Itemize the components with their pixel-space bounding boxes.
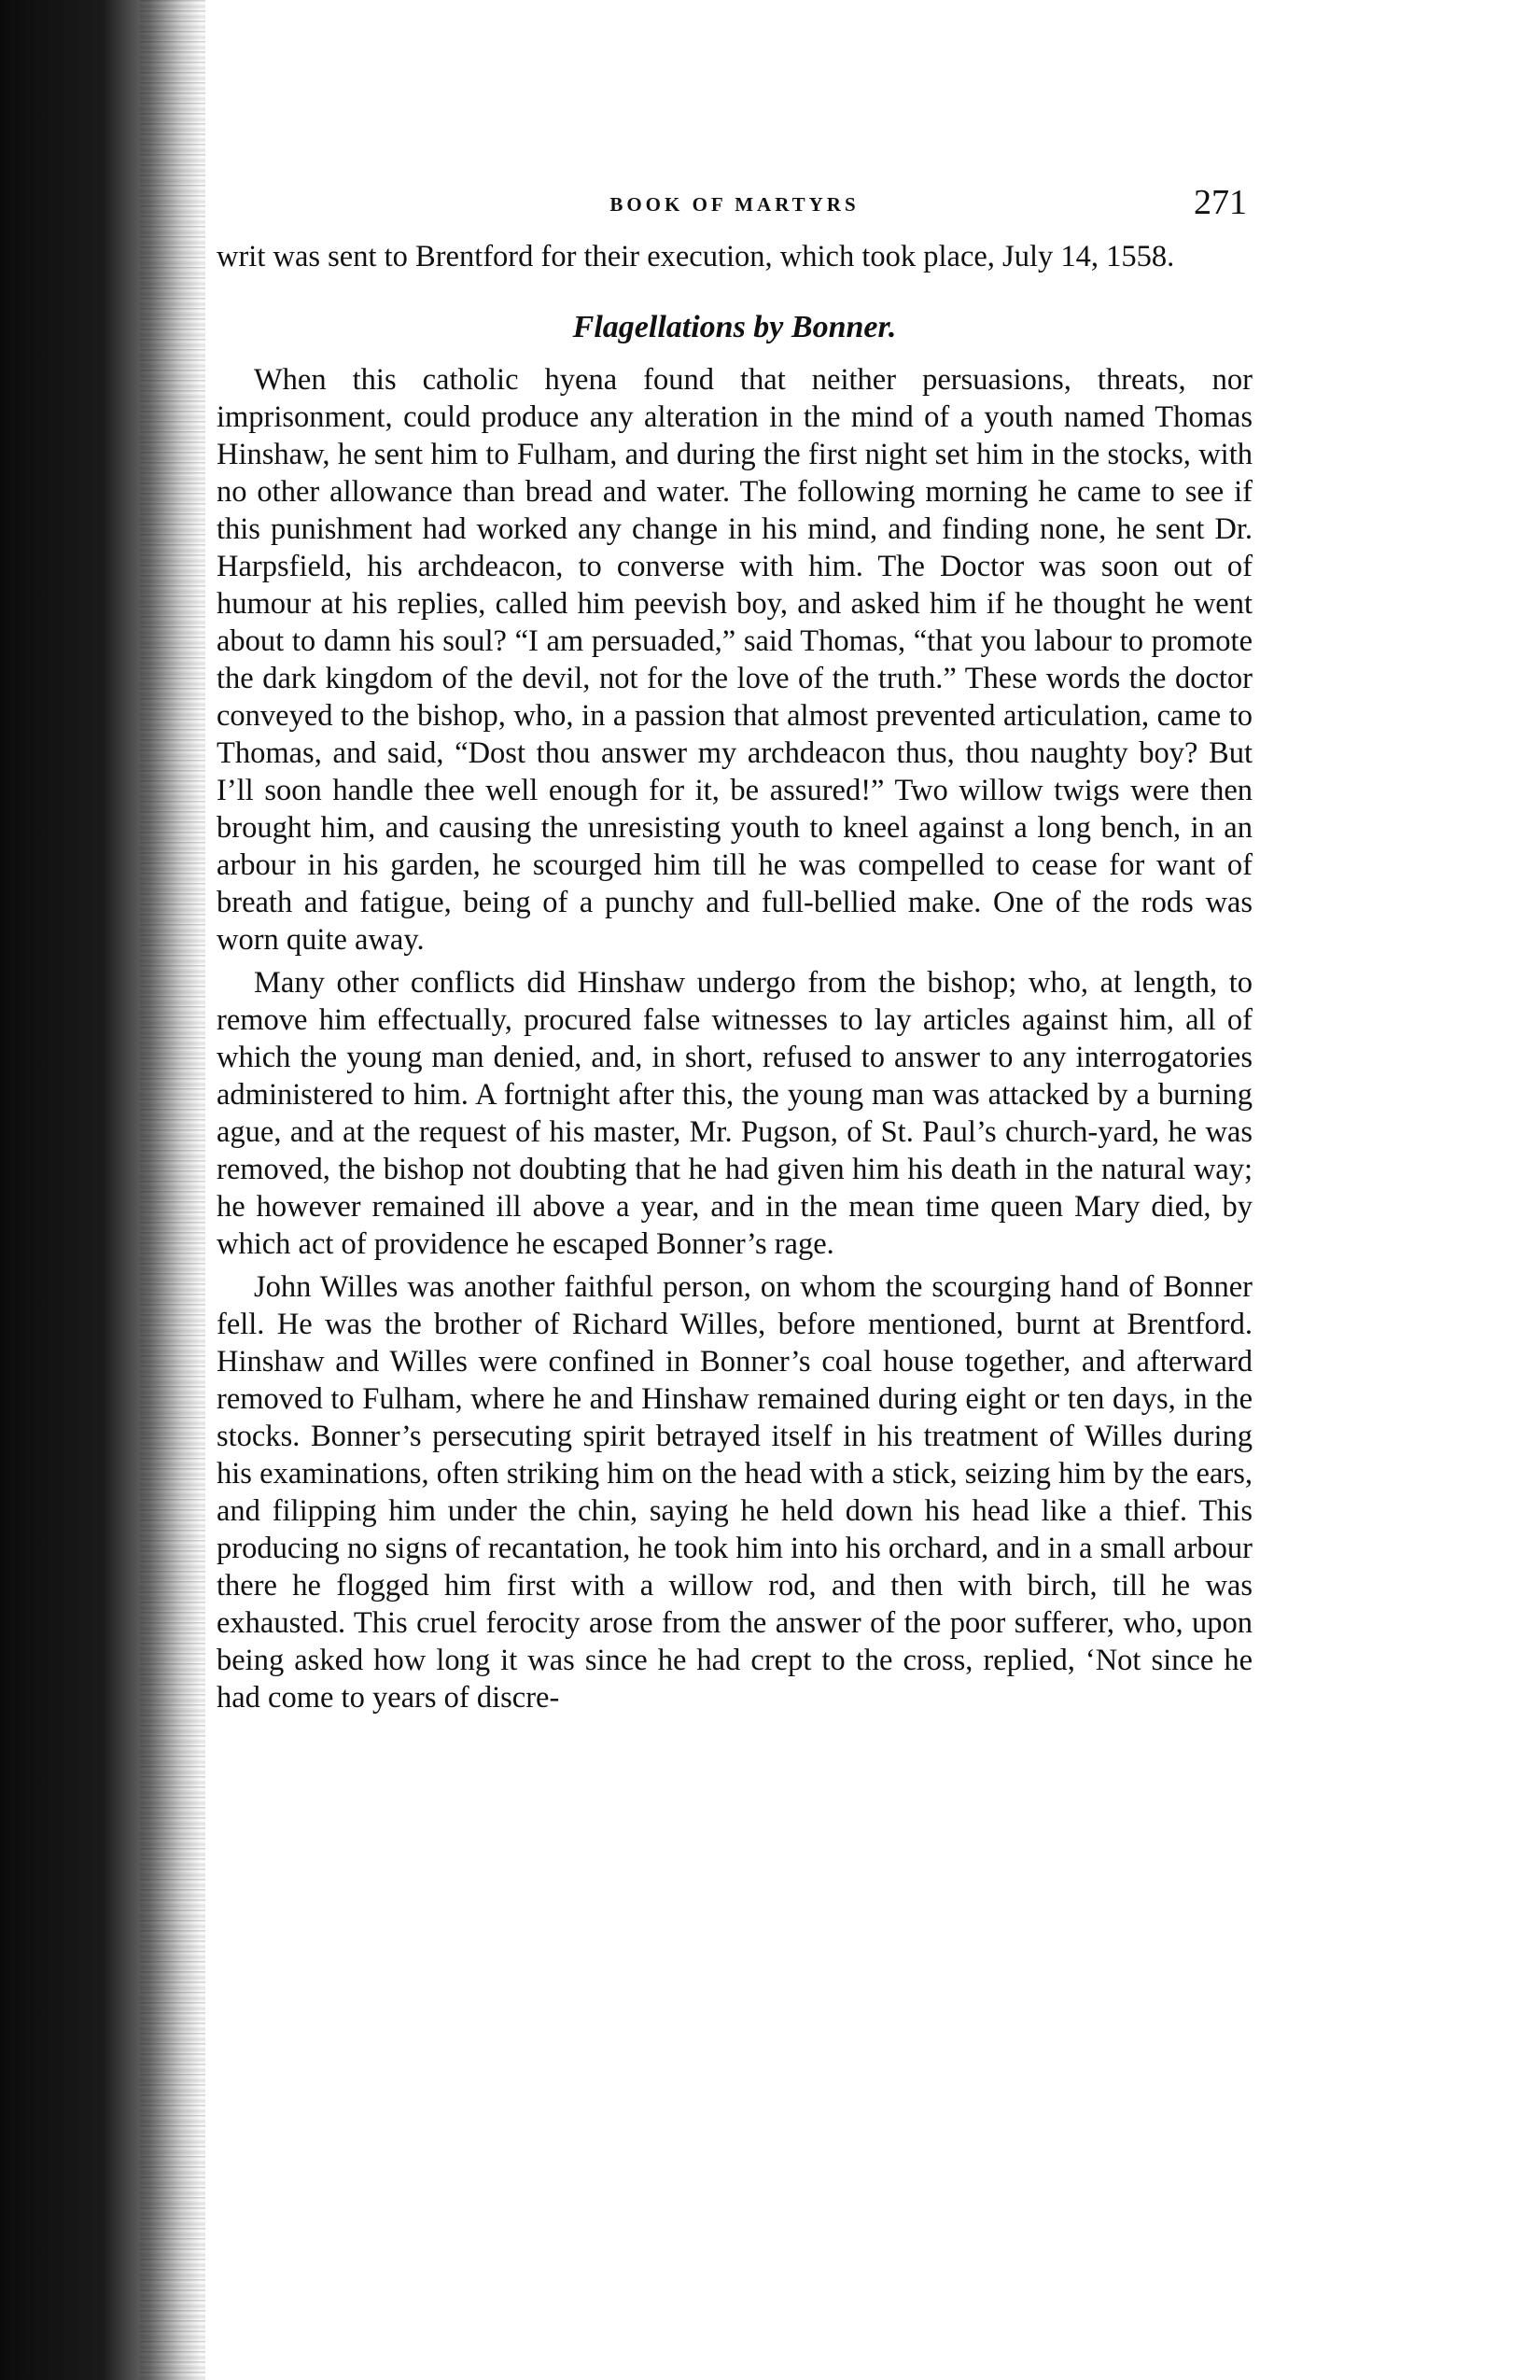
- opening-continuation-paragraph: writ was sent to Brentford for their execution, which took place, July 14, 1558.: [217, 240, 1175, 273]
- running-head: [217, 182, 1253, 238]
- paragraph-john-willes: John Willes was another faithful person, on whom the scourging hand of Bonner fell. He was the brother of Richard Willes, before mentioned, burnt at Brentford. Hinshaw and Willes were confined in Bonner’s coal house together, and afterward removed to Fulham, where he and Hinshaw remained during eight or ten days, in the stocks. Bonner’s persecuting spirit betrayed itself in his treatment of Willes during his examinations, often striking him on the head with a stick, seizing him by the ears, and filipping him under the chin, saying he held down his head like a thief. This producing no signs of recantation, he took him into his orchard, and in a small arbour there he flogged him first with a willow rod, and then with birch, till he was exhausted. This cruel ferocity arose from the answer of the poor sufferer, who, upon being asked how long it was since he had crept to the cross, replied, ‘Not since he had come to years of discre-: [217, 1270, 1253, 1715]
- paragraph-hinshaw-conflicts: Many other conflicts did Hinshaw undergo from the bishop; who, at length, to remove him effectually, procured false witnesses to lay articles against him, all of which the young man denied, and, in short, refused to answer to any interrogatories administered to him. A fortnight after this, the young man was attacked by a burning ague, and at the request of his master, Mr. Pugson, of St. Paul’s church-yard, he was removed, the bishop not doubting that he had given him his death in the natural way; he however remained ill above a year, and in the mean time queen Mary died, by which act of providence he escaped Bonner’s rage.: [217, 966, 1253, 1261]
- scan-edge-texture: [140, 0, 205, 2380]
- page-number: 271: [1194, 183, 1247, 222]
- running-title: BOOK OF MARTYRS: [609, 193, 860, 216]
- body-text: [217, 238, 1253, 1716]
- section-heading: Flagellations by Bonner.: [572, 310, 897, 344]
- book-page: [217, 182, 1253, 1716]
- paragraph-hinshaw-flogging: When this catholic hyena found that neither persuasions, threats, nor imprisonment, could produce any alteration in the mind of a youth named Thomas Hinshaw, he sent him to Fulham, and during the first night set him in the stocks, with no other allowance than bread and water. The following morning he came to see if this punishment had worked any change in his mind, and finding none, he sent Dr. Harpsfield, his archdeacon, to converse with him. The Doctor was soon out of humour at his replies, called him peevish boy, and asked him if he thought he went about to damn his soul? “I am persuaded,” said Thomas, “that you labour to promote the dark kingdom of the devil, not for the love of the truth.” These words the doctor conveyed to the bishop, who, in a passion that almost prevented articulation, came to Thomas, and said, “Dost thou answer my archdeacon thus, thou naughty boy? But I’ll soon handle thee well enough for it, be assured!” Two willow twigs were then brought him, and causing the unresisting youth to kneel against a long bench, in an arbour in his garden, he scourged him till he was compelled to cease for want of breath and fatigue, being of a punchy and full-bellied make. One of the rods was worn quite away.: [217, 363, 1253, 957]
